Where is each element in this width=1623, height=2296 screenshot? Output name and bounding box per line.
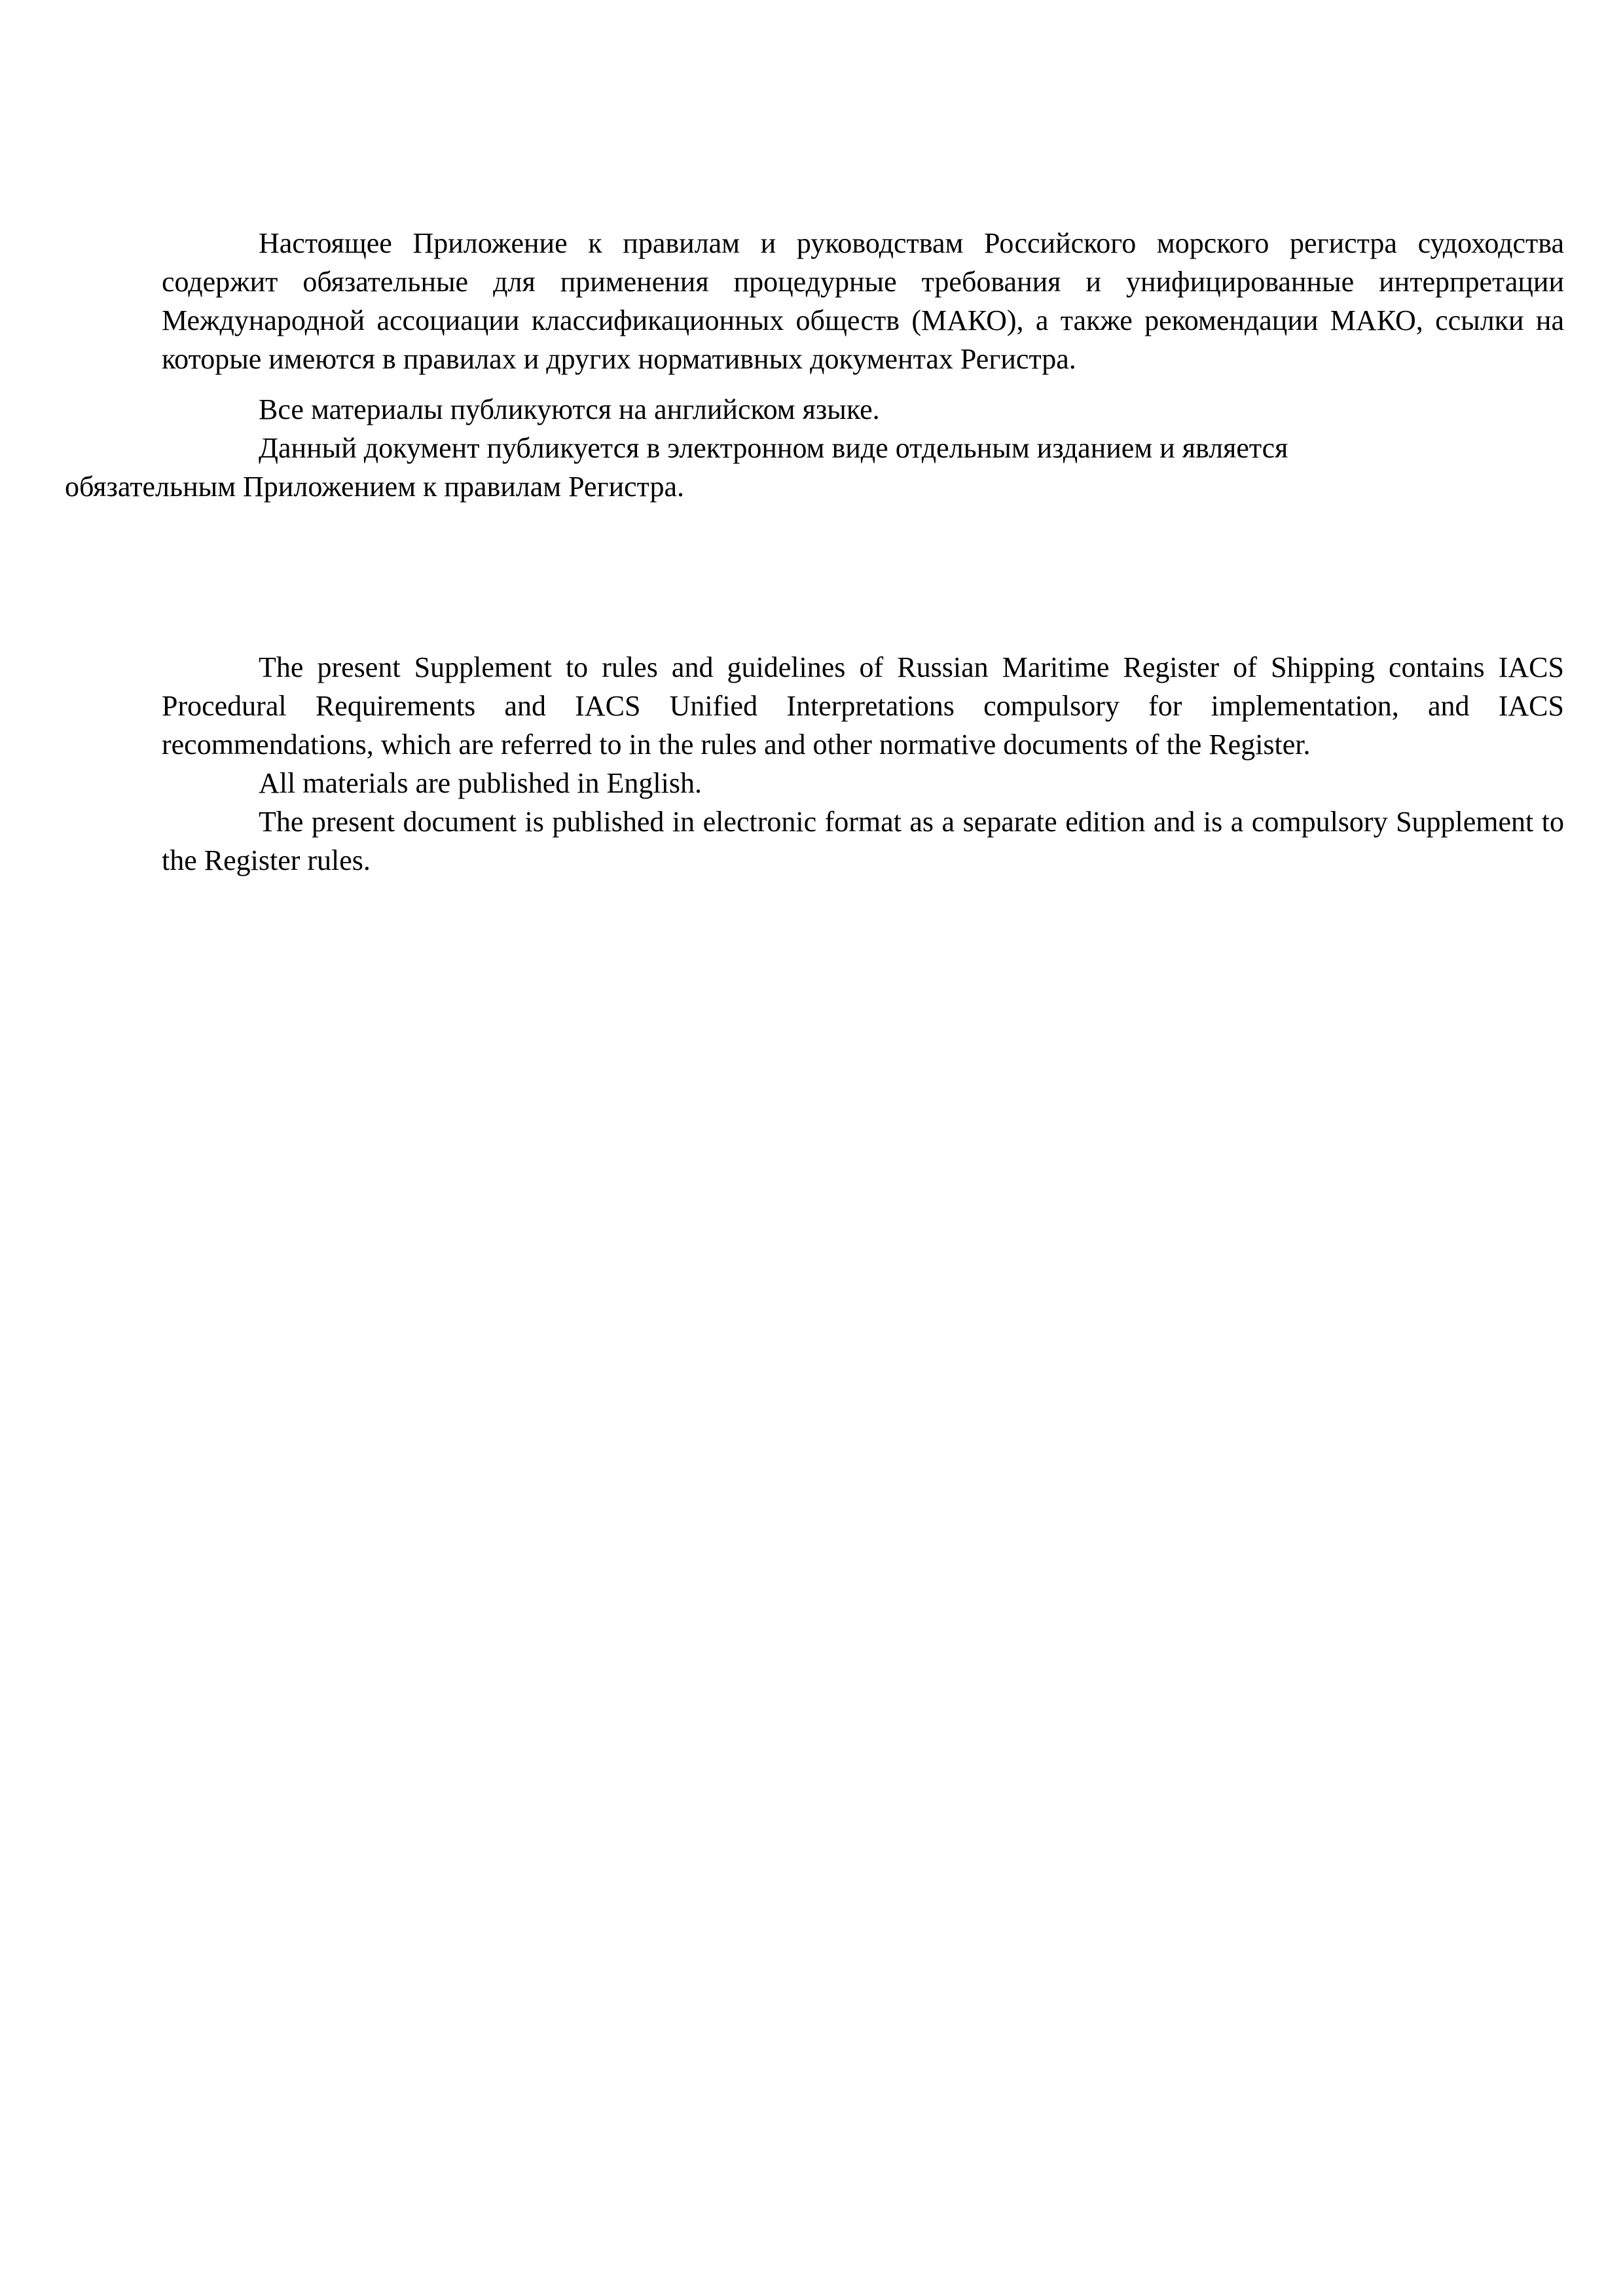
russian-paragraph-format-line-1: Данный документ публикуется в электронном виде отдельным изданием и является <box>259 432 1288 464</box>
russian-paragraph-language: Все материалы публикуются на английском языке. <box>259 393 880 425</box>
russian-paragraph-format-line-2: обязательным Приложением к правилам Регистра. <box>65 471 684 503</box>
russian-paragraph-format <box>65 429 1564 506</box>
russian-section <box>65 224 1564 506</box>
english-paragraph-format: The present document is published in electronic format as a separate edition and is a compulsory Supplement to the Register rules. <box>162 806 1564 876</box>
english-paragraph-intro: The present Supplement to rules and guidelines of Russian Maritime Register of Shipping contains IACS Procedural Requirements and IACS Unified Interpretations compulsory for implementation, and IACS recommendations, which are referred to in the rules and other normative documents of the Register. <box>162 651 1564 761</box>
english-section <box>162 648 1564 880</box>
russian-paragraph-intro: Настоящее Приложение к правилам и руководствам Российского морского регистра судоходства содержит обязательные для применения процедурные требования и унифицированные интерпретации Международной ассоциации классификационных обществ (МАКО), а также рекомендации МАКО, ссылки на которые имеются в правилах и других нормативных документах Регистра. <box>162 227 1564 375</box>
english-paragraph-language: All materials are published in English. <box>259 767 702 799</box>
